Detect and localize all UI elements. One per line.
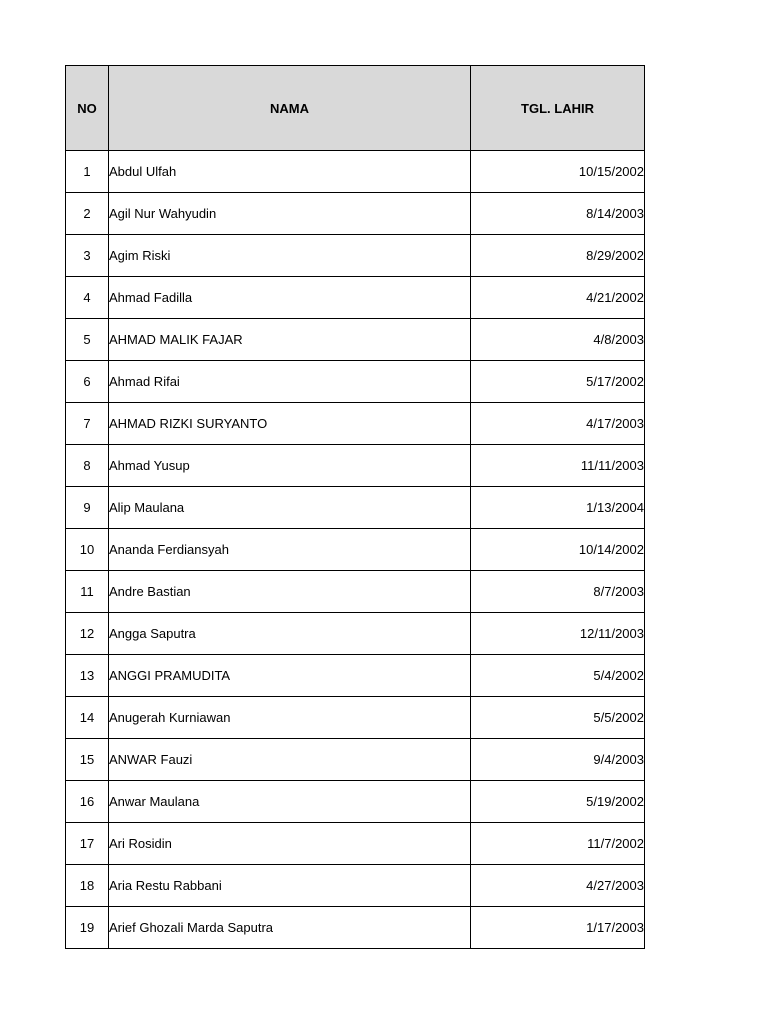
- cell-no: 17: [66, 823, 109, 865]
- cell-nama: Ananda Ferdiansyah: [109, 529, 471, 571]
- cell-nama: Angga Saputra: [109, 613, 471, 655]
- cell-nama: Agil Nur Wahyudin: [109, 193, 471, 235]
- cell-no: 1: [66, 151, 109, 193]
- cell-no: 13: [66, 655, 109, 697]
- cell-nama: Ahmad Fadilla: [109, 277, 471, 319]
- table-row: [66, 487, 645, 529]
- cell-tgl-lahir: 4/8/2003: [471, 319, 645, 361]
- table-row: [66, 781, 645, 823]
- cell-no: 2: [66, 193, 109, 235]
- cell-nama: Alip Maulana: [109, 487, 471, 529]
- table-row: [66, 865, 645, 907]
- cell-no: 19: [66, 907, 109, 949]
- header-nama: NAMA: [109, 66, 471, 151]
- table-header: [66, 66, 645, 151]
- cell-no: 5: [66, 319, 109, 361]
- table-row: [66, 697, 645, 739]
- header-tgl-lahir: TGL. LAHIR: [471, 66, 645, 151]
- table-row: [66, 193, 645, 235]
- cell-tgl-lahir: 11/11/2003: [471, 445, 645, 487]
- cell-tgl-lahir: 1/17/2003: [471, 907, 645, 949]
- table-row: [66, 277, 645, 319]
- cell-no: 18: [66, 865, 109, 907]
- cell-tgl-lahir: 10/14/2002: [471, 529, 645, 571]
- table-row: [66, 529, 645, 571]
- cell-nama: Aria Restu Rabbani: [109, 865, 471, 907]
- cell-tgl-lahir: 4/17/2003: [471, 403, 645, 445]
- cell-no: 8: [66, 445, 109, 487]
- cell-tgl-lahir: 1/13/2004: [471, 487, 645, 529]
- header-no: NO: [66, 66, 109, 151]
- header-row: [66, 66, 645, 151]
- cell-nama: ANGGI PRAMUDITA: [109, 655, 471, 697]
- cell-nama: Ari Rosidin: [109, 823, 471, 865]
- cell-no: 9: [66, 487, 109, 529]
- cell-tgl-lahir: 8/29/2002: [471, 235, 645, 277]
- cell-nama: Anwar Maulana: [109, 781, 471, 823]
- cell-nama: Abdul Ulfah: [109, 151, 471, 193]
- table-row: [66, 151, 645, 193]
- table-row: [66, 235, 645, 277]
- cell-no: 7: [66, 403, 109, 445]
- cell-tgl-lahir: 9/4/2003: [471, 739, 645, 781]
- student-list-sheet: [65, 65, 644, 949]
- cell-nama: AHMAD MALIK FAJAR: [109, 319, 471, 361]
- table-row: [66, 319, 645, 361]
- cell-tgl-lahir: 4/21/2002: [471, 277, 645, 319]
- cell-tgl-lahir: 5/5/2002: [471, 697, 645, 739]
- table-row: [66, 739, 645, 781]
- cell-nama: Ahmad Rifai: [109, 361, 471, 403]
- table-row: [66, 571, 645, 613]
- table-body: [66, 151, 645, 949]
- cell-no: 14: [66, 697, 109, 739]
- cell-tgl-lahir: 12/11/2003: [471, 613, 645, 655]
- student-table: [65, 65, 645, 949]
- cell-tgl-lahir: 4/27/2003: [471, 865, 645, 907]
- cell-tgl-lahir: 10/15/2002: [471, 151, 645, 193]
- table-row: [66, 823, 645, 865]
- cell-nama: Anugerah Kurniawan: [109, 697, 471, 739]
- table-row: [66, 655, 645, 697]
- table-row: [66, 445, 645, 487]
- cell-nama: Andre Bastian: [109, 571, 471, 613]
- table-row: [66, 361, 645, 403]
- cell-tgl-lahir: 5/17/2002: [471, 361, 645, 403]
- cell-tgl-lahir: 5/19/2002: [471, 781, 645, 823]
- cell-no: 15: [66, 739, 109, 781]
- cell-no: 10: [66, 529, 109, 571]
- table-row: [66, 907, 645, 949]
- cell-no: 16: [66, 781, 109, 823]
- cell-no: 3: [66, 235, 109, 277]
- cell-no: 6: [66, 361, 109, 403]
- cell-nama: Agim Riski: [109, 235, 471, 277]
- cell-no: 4: [66, 277, 109, 319]
- table-row: [66, 613, 645, 655]
- cell-tgl-lahir: 5/4/2002: [471, 655, 645, 697]
- cell-tgl-lahir: 8/7/2003: [471, 571, 645, 613]
- cell-nama: AHMAD RIZKI SURYANTO: [109, 403, 471, 445]
- cell-no: 11: [66, 571, 109, 613]
- cell-nama: Ahmad Yusup: [109, 445, 471, 487]
- cell-tgl-lahir: 8/14/2003: [471, 193, 645, 235]
- table-row: [66, 403, 645, 445]
- cell-nama: ANWAR Fauzi: [109, 739, 471, 781]
- cell-no: 12: [66, 613, 109, 655]
- cell-tgl-lahir: 11/7/2002: [471, 823, 645, 865]
- cell-nama: Arief Ghozali Marda Saputra: [109, 907, 471, 949]
